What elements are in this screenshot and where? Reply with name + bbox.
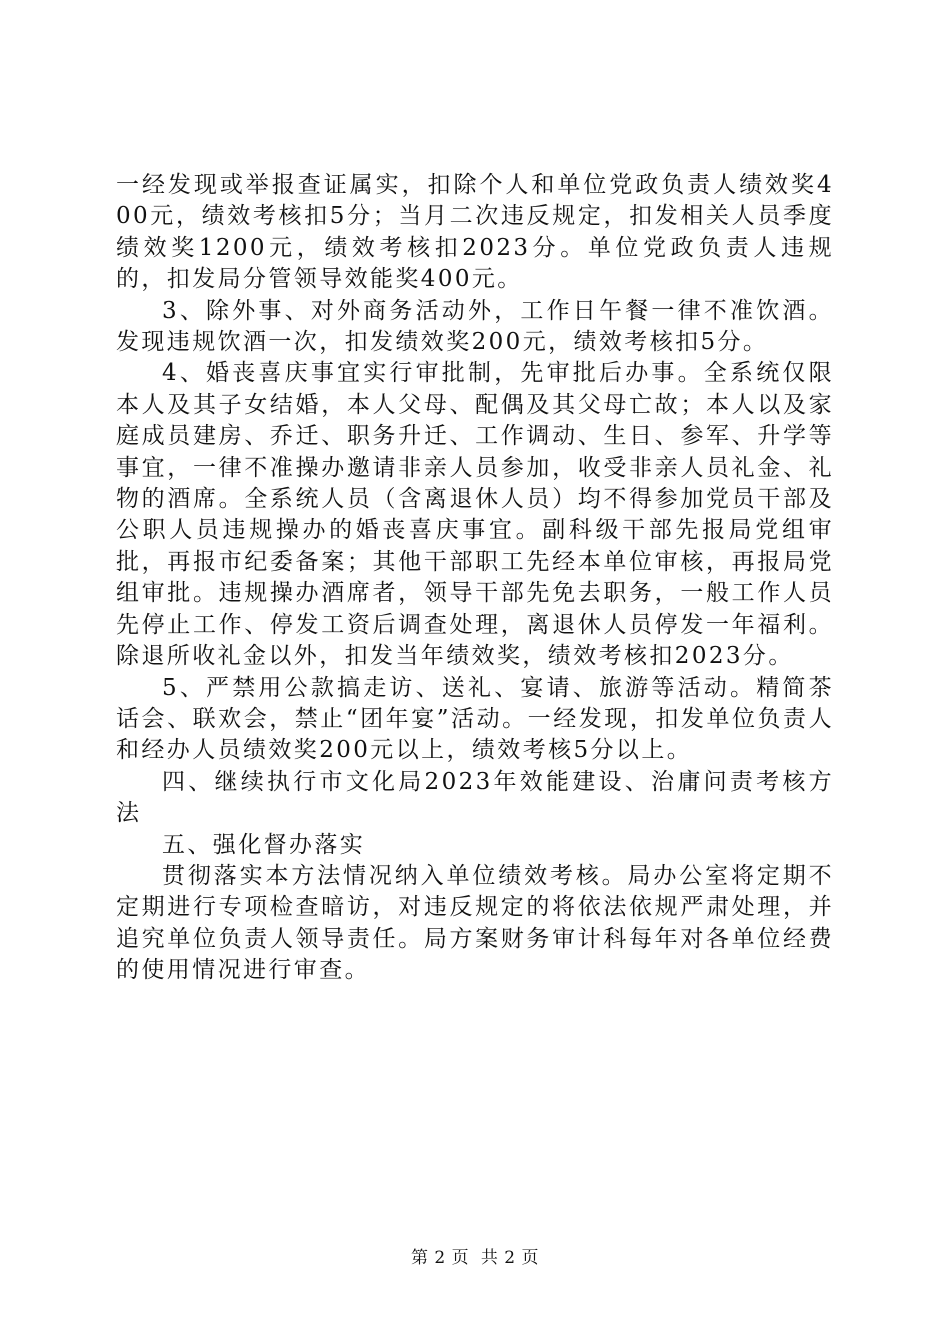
section-heading-4: 四、继续执行市文化局2023年效能建设、治庸问责考核方法 [116,768,834,827]
section-heading-5: 五、强化督办落实 [162,831,366,858]
page-footer [0,1243,950,1268]
page-number: 第 2 页 共 2 页 [410,1248,540,1268]
paragraph-item-3: 3、除外事、对外商务活动外，工作日午餐一律不准饮酒。发现违规饮酒一次，扣发绩效奖200元，绩效考核扣5分。 [116,297,834,356]
paragraph-supervision: 贯彻落实本方法情况纳入单位绩效考核。局办公室将定期不定期进行专项检查暗访，对违反规定的将依法依规严肃处理，并追究单位负责人领导责任。局方案财务审计科每年对各单位经费的使用情况进行审查。 [116,862,834,984]
paragraph-item-5: 5、严禁用公款搞走访、送礼、宴请、旅游等活动。精简茶话会、联欢会，禁止“团年宴”活动。一经发现，扣发单位负责人和经办人员绩效奖200元以上，绩效考核5分以上。 [116,674,834,764]
paragraph-continuation: 一经发现或举报查证属实，扣除个人和单位党政负责人绩效奖400元，绩效考核扣5分；当月二次违反规定，扣发相关人员季度绩效奖1200元，绩效考核扣2023分。单位党政负责人违规的，扣发局分管领导效能奖400元。 [116,172,834,293]
document-body [116,170,834,987]
paragraph-item-4: 4、婚丧喜庆事宜实行审批制，先审批后办事。全系统仅限本人及其子女结婚，本人父母、配偶及其父母亡故；本人以及家庭成员建房、乔迁、职务升迁、工作调动、生日、参军、升学等事宜，一律不准操办邀请非亲人员参加，收受非亲人员礼金、礼物的酒席。全系统人员（含离退休人员）均不得参加党员干部及公职人员违规操办的婚丧喜庆事宜。副科级干部先报局党组审批，再报市纪委备案；其他干部职工先经本单位审核，再报局党组审批。违规操办酒席者，领导干部先免去职务，一般工作人员先停止工作、停发工资后调查处理，离退休人员停发一年福利。除退所收礼金以外，扣发当年绩效奖，绩效考核扣2023分。 [116,360,834,670]
